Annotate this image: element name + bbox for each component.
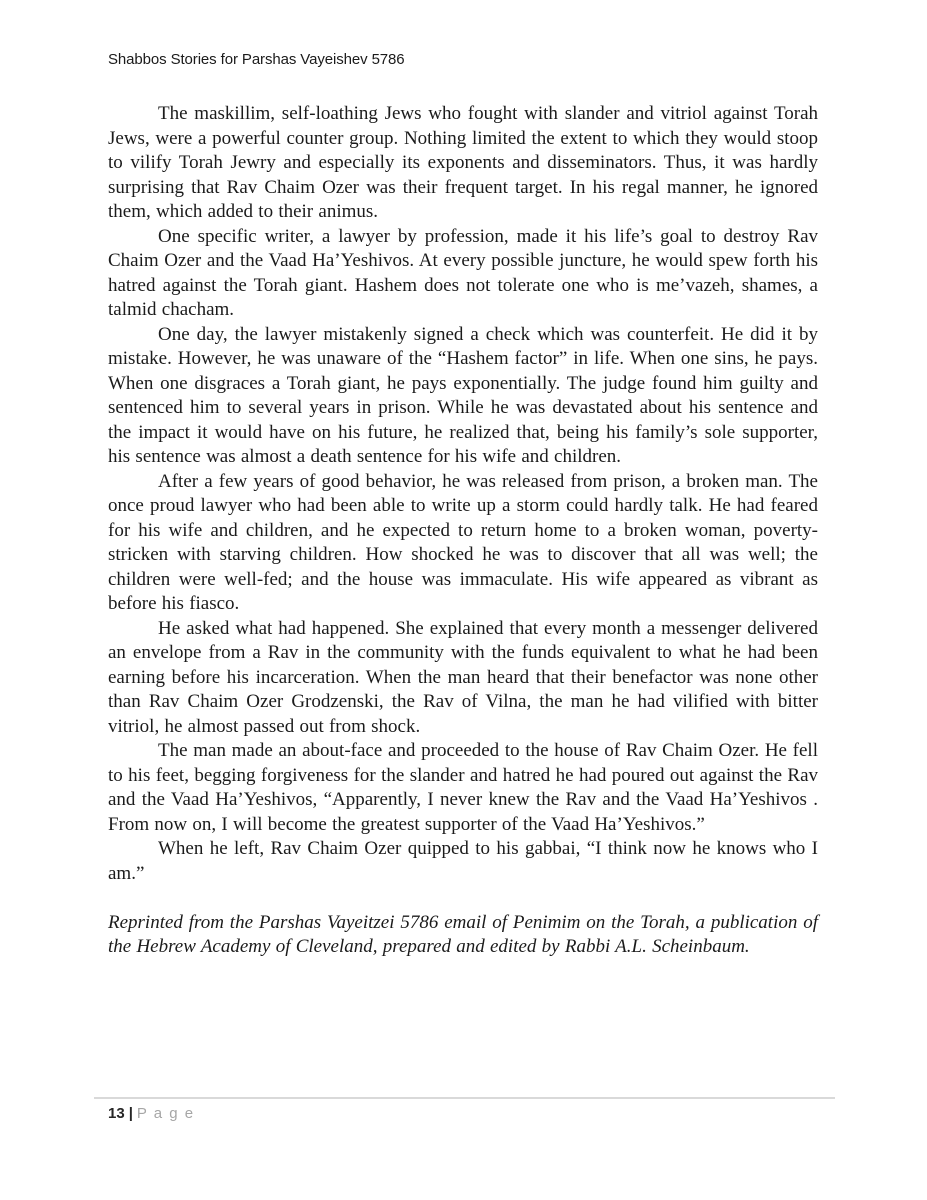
footer-divider: [94, 1097, 835, 1099]
attribution-paragraph: Reprinted from the Parshas Vayeitzei 5786 email of Penimim on the Torah, a publication of the Hebrew Academy of Cleveland, prepared and edited by Rabbi A.L. Scheinbaum.: [108, 911, 818, 957]
paragraph: After a few years of good behavior, he was released from prison, a broken man. The once proud lawyer who had been able to write up a storm could hardly talk. He had feared for his wife and children, and he expected to return home to a broken woman, poverty-stricken with starving children. How shocked he was to discover that all was well; the children were well-fed; and the house was immaculate. His wife appeared as vibrant as before his fiasco.: [108, 470, 818, 614]
page-label: P a g e: [136, 1105, 195, 1122]
page-number: 13: [108, 1105, 125, 1122]
page-footer: [108, 1105, 195, 1122]
paragraph: The maskillim, self-loathing Jews who fought with slander and vitriol against Torah Jews, were a powerful counter group. Nothing limited the extent to which they would stoop to vilify Torah Jewry and especially its exponents and disseminators. Thus, it was hardly surprising that Rav Chaim Ozer was their frequent target. In his regal manner, he ignored them, which added to their animus.: [108, 103, 818, 222]
paragraph: One specific writer, a lawyer by profession, made it his life’s goal to destroy Rav Chaim Ozer and the Vaad Ha’Yeshivos. At every possible juncture, he would spew forth his hatred against the Torah giant. Hashem does not tolerate one who is me’vazeh, shames, a talmid chacham.: [108, 225, 818, 320]
paragraph: When he left, Rav Chaim Ozer quipped to his gabbai, “I think now he knows who I am.”: [108, 838, 818, 884]
paragraph: One day, the lawyer mistakenly signed a check which was counterfeit. He did it by mistake. However, he was unaware of the “Hashem factor” in life. When one sins, he pays. When one disgraces a Torah giant, he pays exponentially. The judge found him guilty and sentenced him to several years in prison. While he was devastated about his sentence and the impact it would have on his future, he realized that, being his family’s sole supporter, his sentence was almost a death sentence for his wife and children.: [108, 323, 818, 467]
paragraph: He asked what had happened. She explained that every month a messenger delivered an envelope from a Rav in the community with the funds equivalent to what he had been earning before his incarceration. When the man heard that their benefactor was none other than Rav Chaim Ozer Grodzenski, the Rav of Vilna, the man he had vilified with bitter vitriol, he almost passed out from shock.: [108, 617, 818, 737]
header-title: Shabbos Stories for Parshas Vayeishev 5786: [108, 51, 405, 68]
document-body: [108, 102, 818, 960]
paragraph: The man made an about-face and proceeded to the house of Rav Chaim Ozer. He fell to his feet, begging forgiveness for the slander and hatred he had poured out against the Rav and the Vaad Ha’Yeshivos, “Apparently, I never knew the Rav and the Vaad Ha’Yeshivos . From now on, I will become the greatest supporter of the Vaad Ha’Yeshivos.”: [108, 740, 818, 835]
footer-separator: |: [128, 1105, 133, 1122]
page-header: [108, 51, 405, 68]
